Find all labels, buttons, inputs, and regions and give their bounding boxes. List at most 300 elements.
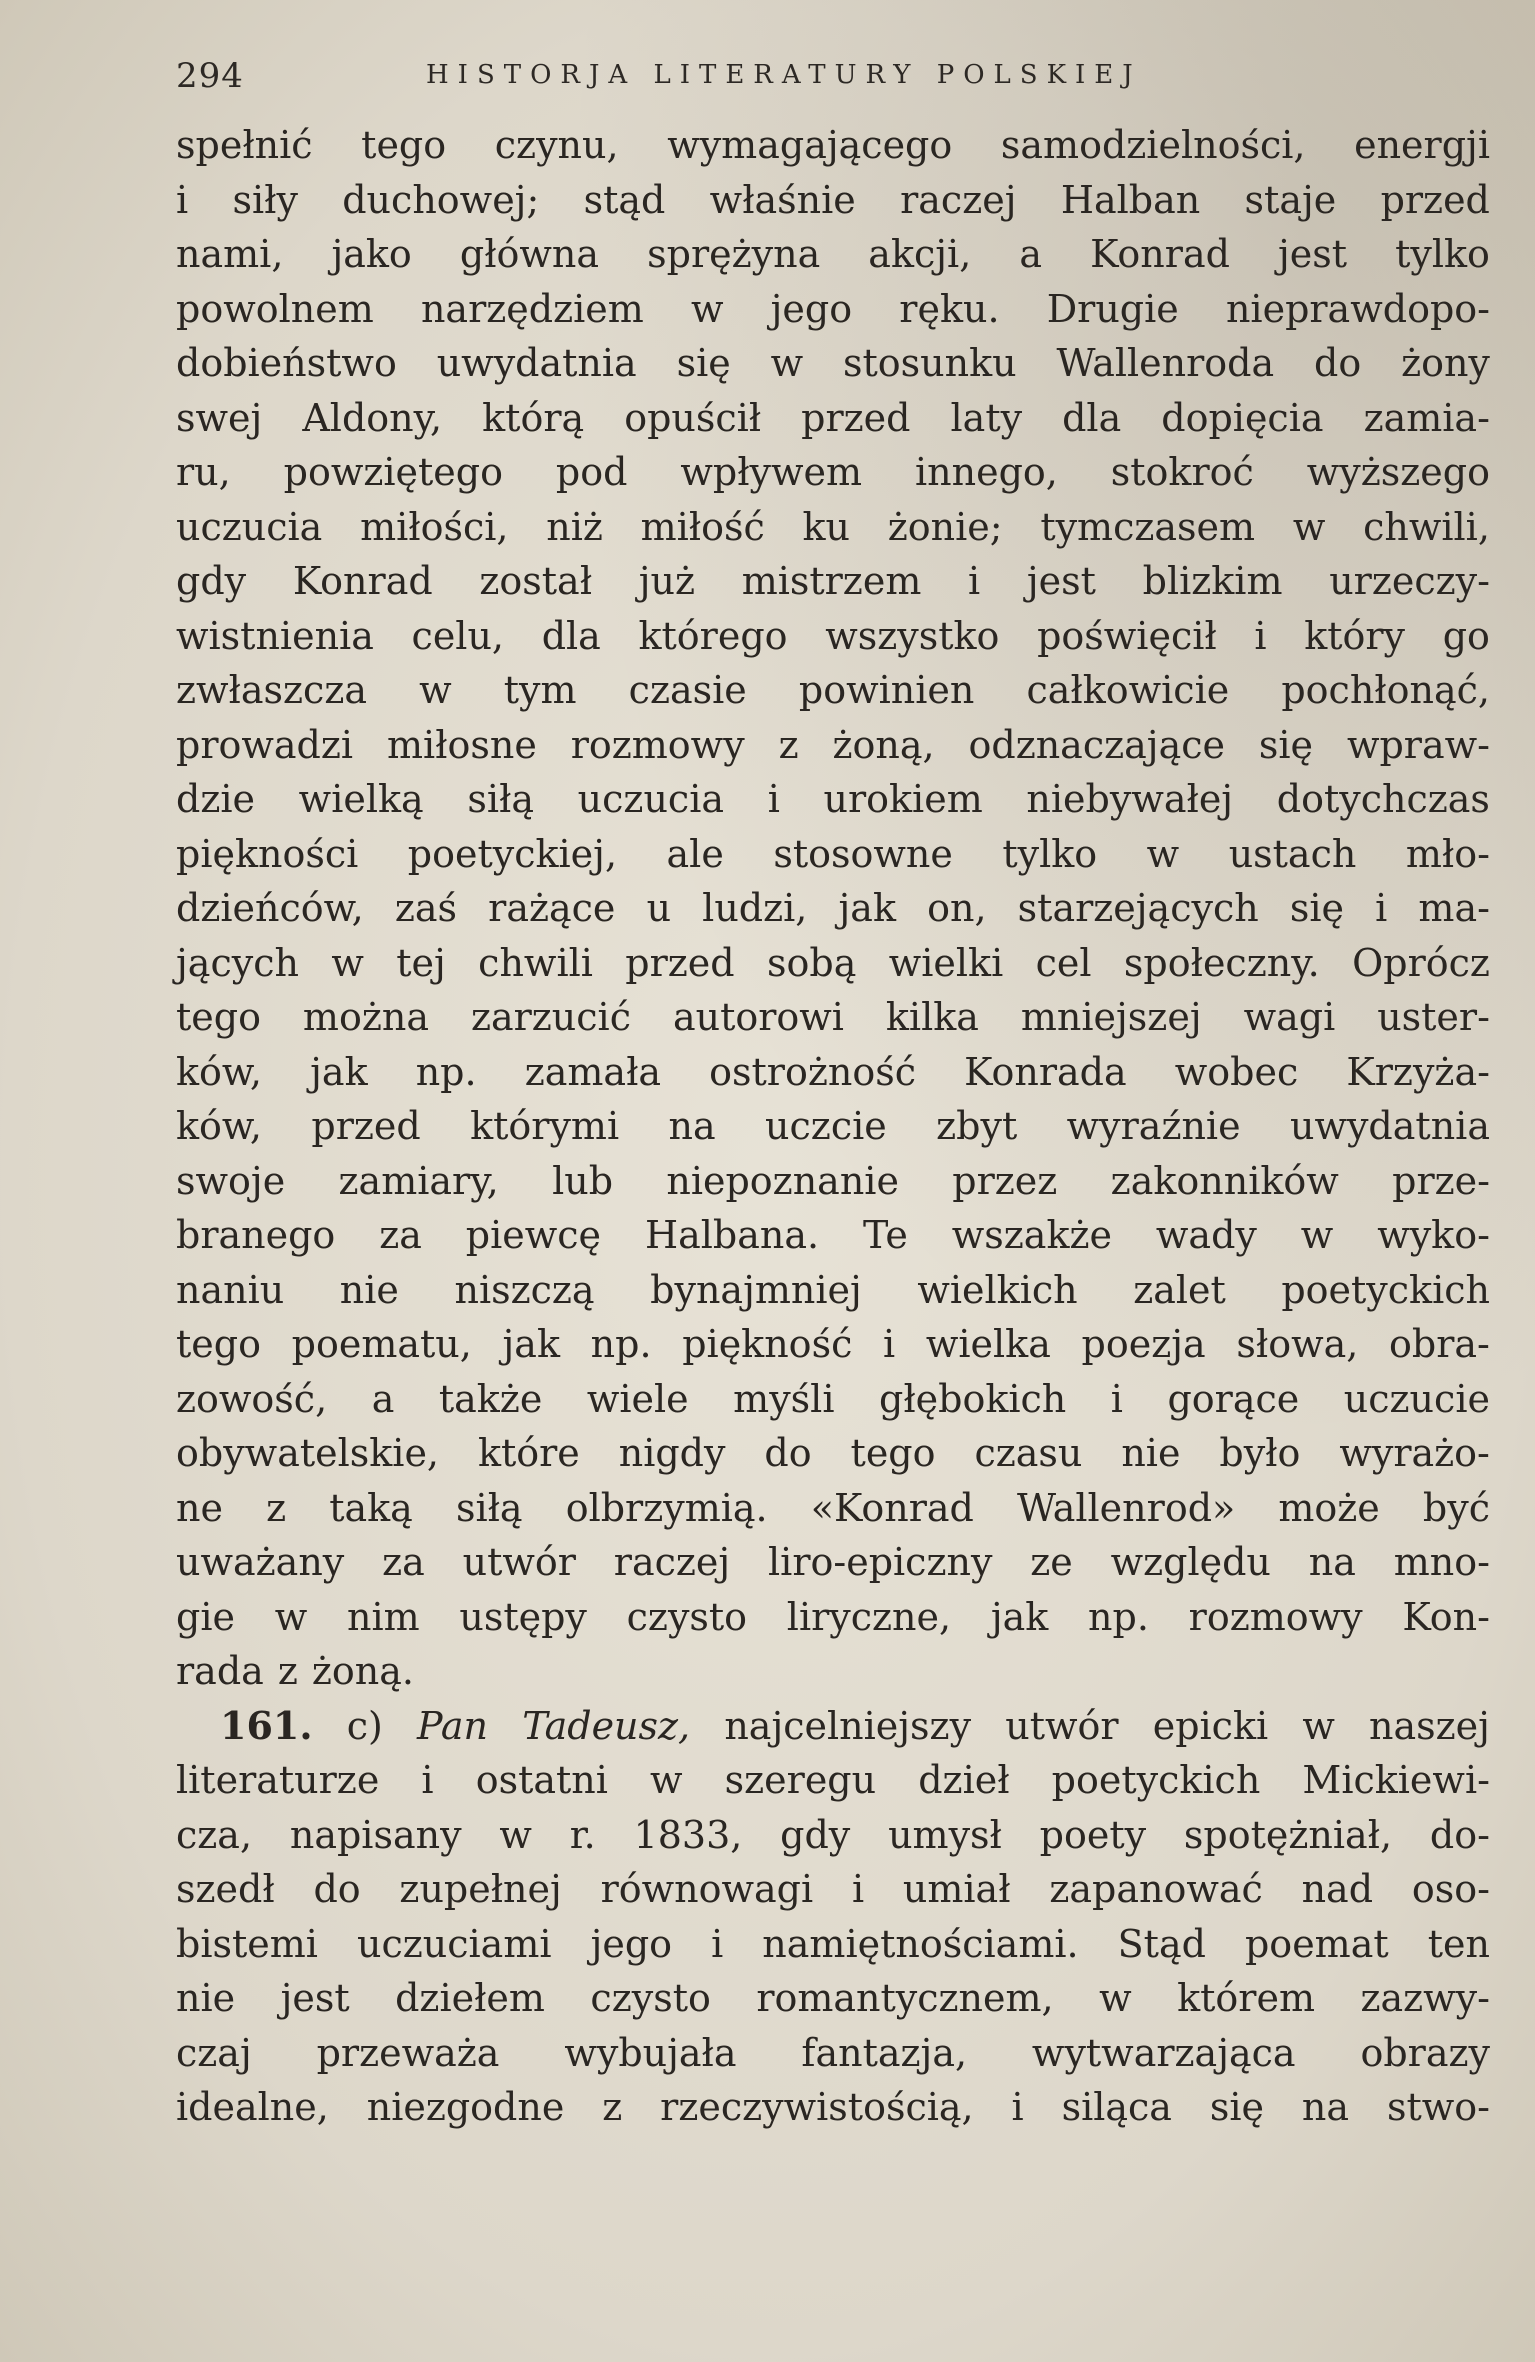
word: czysto <box>626 1594 748 1639</box>
word: energji <box>1354 123 1490 167</box>
word: jak <box>310 1049 368 1094</box>
word: wszystko <box>825 613 1000 658</box>
word: laty <box>950 395 1023 440</box>
word: blizkim <box>1142 559 1283 603</box>
word: zakonników <box>1110 1158 1339 1203</box>
word: wielkich <box>917 1267 1078 1312</box>
word: wyko- <box>1377 1213 1490 1257</box>
word: poświęcił <box>1037 613 1217 658</box>
word: samodzielności, <box>1000 123 1306 167</box>
word: czaj <box>176 2030 252 2075</box>
word: wady <box>1155 1213 1257 1257</box>
word: obrazy <box>1360 2030 1490 2075</box>
word: jego <box>590 1921 673 1966</box>
word: piewcę <box>465 1213 602 1257</box>
word: Stąd <box>1117 1921 1206 1966</box>
word: się <box>1289 886 1344 930</box>
word: nigdy <box>618 1431 726 1475</box>
word: zalet <box>1133 1267 1226 1312</box>
word: spełnić <box>176 123 313 167</box>
word: on, <box>927 886 987 930</box>
word: urokiem <box>823 777 983 821</box>
section-number: 161. <box>220 1702 313 1748</box>
word: nie <box>339 1267 399 1312</box>
word: Halban <box>1060 177 1201 222</box>
word: tego <box>176 995 261 1039</box>
word: nie <box>1121 1431 1181 1475</box>
word: do <box>764 1431 812 1475</box>
section-161-line <box>176 1753 1490 1808</box>
word: miłość <box>640 504 765 549</box>
word: zwłaszcza <box>176 668 368 712</box>
word: w <box>1302 1703 1335 1748</box>
word: poetyckich <box>1051 1758 1261 1802</box>
word: gie <box>176 1594 235 1639</box>
word: duchowej; <box>342 177 540 222</box>
word: wpływem <box>680 450 863 494</box>
word: ku <box>802 504 851 549</box>
paragraph-line <box>176 1099 1490 1154</box>
word: i <box>421 1758 434 1802</box>
word: szedł <box>176 1867 275 1911</box>
word: ręku. <box>899 286 1000 331</box>
word: ków, <box>176 1049 263 1094</box>
word: w <box>1146 831 1180 876</box>
word: dotychczas <box>1276 777 1490 821</box>
word: urzeczy- <box>1329 559 1490 603</box>
word: nami, <box>176 232 284 276</box>
paragraph-line <box>176 663 1490 718</box>
word: za <box>382 1540 425 1584</box>
word: i <box>1011 2085 1024 2129</box>
word: chwili, <box>1363 504 1490 549</box>
word: go <box>1442 613 1490 658</box>
word: najcelniejszy <box>724 1703 972 1748</box>
paragraph-line <box>176 1045 1490 1100</box>
word: uczucia <box>176 504 323 549</box>
word: np. <box>1088 1594 1149 1639</box>
word: wielką <box>298 777 424 821</box>
word: czasie <box>628 668 747 712</box>
word: uster- <box>1377 995 1490 1039</box>
word: sprężyna <box>647 232 821 276</box>
word: cza, <box>176 1812 253 1857</box>
word: siłą <box>455 1485 523 1530</box>
word: obywatelskie, <box>176 1431 440 1475</box>
paragraph-line <box>176 990 1490 1045</box>
word: namiętnościami. <box>762 1921 1079 1966</box>
word: stosowne <box>773 831 953 876</box>
word: żonie; <box>887 504 1003 549</box>
paragraph-line <box>176 718 1490 773</box>
word: autorowi <box>672 995 844 1039</box>
word: tym <box>503 668 577 712</box>
word: literaturze <box>176 1758 380 1802</box>
word: powinien <box>798 668 975 712</box>
word: do <box>313 1867 361 1911</box>
word: sobą <box>766 940 857 985</box>
word: poetyckich <box>1281 1267 1490 1312</box>
paragraph-line <box>176 1208 1490 1263</box>
word: w <box>650 1758 683 1802</box>
word: tej <box>396 940 446 985</box>
word: taką <box>329 1485 413 1530</box>
word: siły <box>232 177 298 222</box>
word: i <box>176 177 189 222</box>
paragraph-line <box>176 282 1490 337</box>
word: celu, <box>411 613 505 658</box>
word: słowa, <box>1236 1322 1359 1366</box>
word: prze- <box>1392 1158 1490 1203</box>
word: staje <box>1244 177 1337 222</box>
word: uczucie <box>1343 1376 1490 1421</box>
word: się <box>1209 2085 1265 2129</box>
paragraph-line <box>176 609 1490 664</box>
word: opuścił <box>624 395 762 440</box>
paragraph-line <box>176 227 1490 282</box>
word: zamiary, <box>338 1158 499 1203</box>
word: i <box>1110 1376 1123 1421</box>
word: wszakże <box>951 1213 1112 1257</box>
section-161-line <box>176 1808 1490 1863</box>
word: było <box>1219 1431 1301 1475</box>
word: swoje <box>176 1158 286 1203</box>
word: r. <box>569 1812 596 1857</box>
word: tylko <box>1002 831 1098 876</box>
word: wielka <box>925 1322 1051 1366</box>
word: Te <box>862 1213 908 1257</box>
word: uwydatnia <box>1289 1104 1490 1148</box>
word: w <box>1099 1976 1132 2020</box>
word: Aldony, <box>302 395 443 440</box>
word: piękność <box>682 1322 853 1366</box>
word: którą <box>482 395 585 440</box>
word: główna <box>459 232 600 276</box>
word: dziełem <box>395 1976 545 2020</box>
word: dzie <box>176 777 255 821</box>
word: naszej <box>1369 1703 1490 1748</box>
word: na <box>668 1104 716 1148</box>
word: stosunku <box>842 341 1017 385</box>
section-161-heading-line <box>176 1699 1490 1754</box>
word: obra- <box>1389 1322 1490 1366</box>
section-marker: c) <box>346 1703 383 1748</box>
word: swej <box>176 395 263 440</box>
body-text <box>176 118 1490 2135</box>
word: przed <box>311 1104 421 1148</box>
word: Oprócz <box>1352 940 1490 985</box>
word: Konrada <box>964 1049 1127 1094</box>
word: ostrożność <box>709 1049 917 1094</box>
word: z <box>602 2085 623 2129</box>
word: także <box>438 1376 543 1421</box>
paragraph-line <box>176 118 1490 173</box>
word: prowadzi <box>176 722 354 767</box>
word: wiele <box>586 1376 689 1421</box>
word: być <box>1422 1485 1490 1530</box>
word: raczej <box>900 177 1017 222</box>
word: uwydatnia <box>436 341 637 385</box>
word: zowość, <box>176 1376 328 1421</box>
word: liro-epiczny <box>768 1540 993 1584</box>
word: jak <box>990 1594 1049 1639</box>
word: naniu <box>176 1267 285 1312</box>
word: odznaczające <box>968 722 1226 767</box>
word: rozmowy <box>570 722 745 767</box>
word: szeregu <box>724 1758 877 1802</box>
word: gdy <box>780 1812 851 1857</box>
word: do- <box>1429 1812 1490 1857</box>
word: w <box>690 286 724 331</box>
word: rażące <box>488 886 616 930</box>
word: ma- <box>1418 886 1490 930</box>
word: kilka <box>885 995 979 1039</box>
word: uczcie <box>765 1104 887 1148</box>
word: 1833, <box>633 1812 743 1857</box>
word: branego <box>176 1213 336 1257</box>
word: w <box>499 1812 532 1857</box>
section-161-line <box>176 1917 1490 1972</box>
word: rozmowy <box>1188 1594 1363 1639</box>
word: u <box>646 886 672 930</box>
word: piękności <box>176 831 359 876</box>
word: ru, <box>176 450 231 494</box>
word: którymi <box>470 1104 620 1148</box>
word: i <box>851 1867 865 1911</box>
word: poety <box>1039 1812 1147 1857</box>
word: rzeczywistością, <box>660 2085 974 2129</box>
word: miłości, <box>360 504 509 549</box>
word: jego <box>770 286 853 331</box>
word: umiał <box>902 1867 1011 1911</box>
section-title-word: Pan <box>417 1703 489 1748</box>
word: spotężniał, <box>1183 1812 1393 1857</box>
word: dzieńców, <box>176 886 364 930</box>
word: i <box>1375 886 1388 930</box>
word: w <box>1300 1213 1334 1257</box>
paragraph-line <box>176 827 1490 882</box>
word: zbyt <box>936 1104 1018 1148</box>
word: wielki <box>888 940 1004 985</box>
word: olbrzymią. <box>565 1485 768 1530</box>
paragraph-line <box>176 554 1490 609</box>
word: miłosne <box>386 722 537 767</box>
word: się <box>676 341 731 385</box>
word: nieprawdopo- <box>1225 286 1490 331</box>
word: utwór <box>462 1540 576 1584</box>
word: jak <box>502 1322 560 1366</box>
word: uczuciami <box>356 1921 552 1966</box>
word: napisany <box>289 1812 462 1857</box>
word: wpraw- <box>1346 722 1490 767</box>
paragraph-line <box>176 1481 1490 1536</box>
word: wytwarzająca <box>1031 2030 1296 2075</box>
word: niż <box>546 504 603 549</box>
word: «Konrad <box>810 1485 974 1530</box>
word: cel <box>1035 940 1092 985</box>
word: Drugie <box>1046 286 1179 331</box>
paragraph-line <box>176 936 1490 991</box>
word: który <box>1304 613 1406 658</box>
word: ze <box>1030 1540 1073 1584</box>
word: utwór <box>1005 1703 1119 1748</box>
word: wymagającego <box>667 123 953 167</box>
word: już <box>638 559 695 603</box>
running-head <box>176 56 1256 106</box>
word: dobieństwo <box>176 341 397 385</box>
word: głębokich <box>879 1376 1067 1421</box>
word: z <box>277 1649 298 1693</box>
word: wistnienia <box>176 613 374 658</box>
word: nad <box>1301 1867 1374 1911</box>
word: na <box>1301 2085 1350 2129</box>
word: czysto <box>590 1976 711 2020</box>
word: tego <box>176 1322 261 1366</box>
word: przed <box>801 395 911 440</box>
word: niepoznanie <box>666 1158 899 1203</box>
paragraph-line <box>176 500 1490 555</box>
word: za <box>379 1213 422 1257</box>
word: jako <box>331 232 412 276</box>
word: Konrad <box>1090 232 1230 276</box>
word: z <box>266 1485 287 1530</box>
word: które <box>477 1431 580 1475</box>
paragraph-line <box>176 881 1490 936</box>
word: innego, <box>914 450 1058 494</box>
word: jących <box>176 940 299 985</box>
word: myśli <box>733 1376 835 1421</box>
word: wobec <box>1174 1049 1299 1094</box>
word: którem <box>1177 1976 1315 2020</box>
word: akcji, <box>868 232 972 276</box>
word: stąd <box>583 177 666 222</box>
word: idealne, <box>176 2085 329 2129</box>
word: Konrad <box>292 559 433 603</box>
paragraph-line <box>176 1317 1490 1372</box>
word: jest <box>1026 559 1096 603</box>
page-number: 294 <box>176 56 244 96</box>
word: przez <box>952 1158 1058 1203</box>
section-161-line <box>176 1862 1490 1917</box>
word: chwili <box>478 940 593 985</box>
word: równowagi <box>600 1867 814 1911</box>
word: Krzyża- <box>1346 1049 1490 1094</box>
word: siląca <box>1061 2085 1172 2129</box>
word: zaś <box>394 886 458 930</box>
word: z <box>778 722 799 767</box>
word: ale <box>666 831 724 876</box>
word: lub <box>552 1158 614 1203</box>
word: Wallenrod» <box>1016 1485 1236 1530</box>
section-161-line <box>176 2026 1490 2081</box>
word: narzędziem <box>420 286 644 331</box>
word: się <box>1258 722 1314 767</box>
word: poezja <box>1081 1322 1206 1366</box>
word: gdy <box>176 559 247 603</box>
word: siłą <box>467 777 534 821</box>
word: żoną, <box>832 722 935 767</box>
word: nie <box>176 1976 236 2020</box>
word: może <box>1278 1485 1380 1530</box>
word: jest <box>1278 232 1348 276</box>
word: został <box>479 559 593 603</box>
word: ustępy <box>459 1594 587 1639</box>
word: w <box>274 1594 308 1639</box>
word: bynajmniej <box>650 1267 862 1312</box>
word: względu <box>1110 1540 1271 1584</box>
word: powziętego <box>283 450 503 494</box>
word: mniejszej <box>1020 995 1202 1039</box>
word: społeczny. <box>1123 940 1320 985</box>
word: wybujała <box>564 2030 737 2075</box>
word: wyrażo- <box>1339 1431 1490 1475</box>
word: zamia- <box>1363 395 1490 440</box>
word: zamała <box>524 1049 662 1094</box>
paragraph-line <box>176 1644 1490 1699</box>
word: ne <box>176 1485 223 1530</box>
paragraph-line <box>176 445 1490 500</box>
word: i <box>1254 613 1267 658</box>
word: na <box>1308 1540 1356 1584</box>
word: dzieł <box>918 1758 1010 1802</box>
paragraph-line <box>176 391 1490 446</box>
word: tylko <box>1395 232 1490 276</box>
word: przed <box>1380 177 1490 222</box>
word: w <box>770 341 804 385</box>
word: w <box>331 940 364 985</box>
word: mistrzem <box>741 559 922 603</box>
paragraph-line <box>176 336 1490 391</box>
word: np. <box>590 1322 652 1366</box>
word: zapanować <box>1049 1867 1263 1911</box>
word: a <box>371 1376 395 1421</box>
word: nim <box>346 1594 420 1639</box>
word: dopięcia <box>1161 395 1324 440</box>
word: starzejących <box>1017 886 1259 930</box>
word: ludzi, <box>702 886 808 930</box>
word: liryczne, <box>786 1594 952 1639</box>
word: gorące <box>1167 1376 1300 1421</box>
word: w <box>419 668 452 712</box>
word: można <box>302 995 429 1039</box>
word: epicki <box>1152 1703 1269 1748</box>
word: dla <box>541 613 601 658</box>
paragraph-line <box>176 772 1490 827</box>
word: mło- <box>1405 831 1490 876</box>
word: i <box>968 559 981 603</box>
paragraph-line <box>176 1535 1490 1590</box>
paragraph-line <box>176 1590 1490 1645</box>
word: np. <box>415 1049 477 1094</box>
section-161-line <box>176 1971 1490 2026</box>
word: właśnie <box>709 177 856 222</box>
word: do <box>1314 341 1362 385</box>
word: zazwy- <box>1360 1976 1490 2020</box>
word: a <box>1019 232 1042 276</box>
word: poematu, <box>291 1322 472 1366</box>
word: wyraźnie <box>1066 1104 1241 1148</box>
word: czasu <box>974 1431 1083 1475</box>
word: zarzucić <box>470 995 631 1039</box>
word: niebywałej <box>1026 777 1234 821</box>
word: dla <box>1062 395 1122 440</box>
word: niezgodne <box>366 2085 565 2129</box>
paragraph-line <box>176 1263 1490 1318</box>
word: pochłonąć, <box>1281 668 1490 712</box>
word: niszczą <box>454 1267 595 1312</box>
section-title-word: Tadeusz, <box>522 1703 691 1748</box>
word: rada <box>176 1649 264 1693</box>
